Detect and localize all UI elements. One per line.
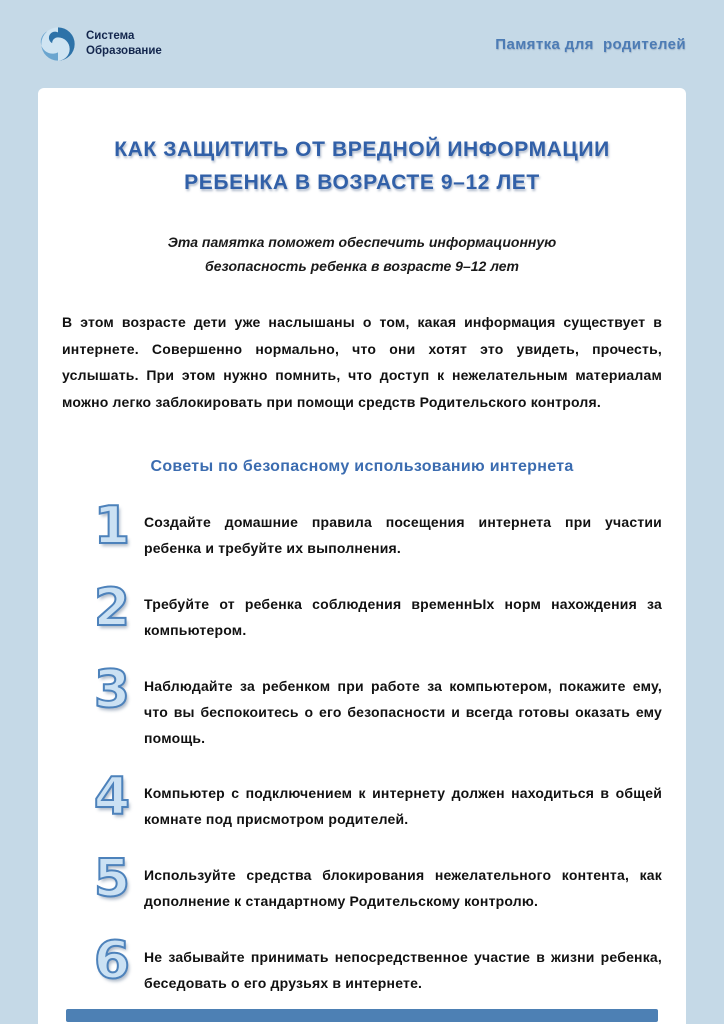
logo — [38, 24, 162, 64]
list-item — [92, 930, 662, 997]
document-kind-label: Памятка для родителей — [495, 35, 686, 53]
footer-bar — [66, 1009, 658, 1022]
tip-text: Компьютер с подключением к интернету должен находиться в общей комнате под присмотром родителей. — [144, 785, 662, 828]
tip-number: 1 — [93, 496, 131, 557]
list-item — [92, 849, 662, 915]
tip-text: Создайте домашние правила посещения интернета при участии ребенка и требуйте их выполнения. — [144, 514, 662, 557]
logo-text-line2: Образование — [86, 45, 162, 57]
tip-number: 5 — [93, 849, 131, 910]
page-header — [0, 0, 724, 88]
list-item — [92, 496, 662, 562]
tip-text: Используйте средства блокирования нежелательного контента, как дополнение к стандартному Родительскому контролю. — [144, 867, 662, 910]
list-item — [92, 767, 662, 833]
page-title-line2: РЕБЕНКА В ВОЗРАСТЕ 9–12 ЛЕТ — [184, 170, 540, 194]
tip-text: Не забывайте принимать непосредственное участие в жизни ребенка, беседовать о его друзьях в интернете. — [144, 948, 662, 991]
tip-number: 3 — [93, 659, 131, 720]
logo-text — [86, 29, 162, 59]
list-item — [92, 577, 662, 644]
tip-number: 4 — [93, 767, 131, 828]
intro-paragraph: В этом возрасте дети уже наслышаны о том, какая информация существует в интернете. Совершенно нормально, что они хотят это увидеть, прочесть, услышать. При этом нужно помнить, что доступ к нежелательным материалам можно легко заблокировать при помощи средств Родительского контроля. — [62, 313, 662, 411]
logo-sphere-icon — [38, 24, 78, 64]
content-card — [38, 88, 686, 1024]
logo-text-line1: Система — [86, 30, 135, 43]
section-title: Советы по безопасному использованию интернета — [150, 458, 574, 476]
subtitle: Эта памятка поможет обеспечить информационную безопасность ребенка в возрасте 9–12 лет — [167, 234, 557, 274]
tip-number: 2 — [93, 577, 131, 638]
page-title-line1: КАК ЗАЩИТИТЬ ОТ ВРЕДНОЙ ИНФОРМАЦИИ — [114, 138, 610, 161]
page-title — [62, 134, 662, 199]
tip-text: Наблюдайте за ребенком при работе за компьютером, покажите ему, что вы беспокоитесь о его безопасности и всегда готовы оказать ему помощь. — [144, 677, 662, 746]
tips-list — [92, 496, 662, 997]
tip-text: Требуйте от ребенка соблюдения временнЫх норм нахождения за компьютером. — [144, 595, 662, 638]
list-item — [92, 659, 662, 752]
tip-number: 6 — [93, 930, 131, 991]
